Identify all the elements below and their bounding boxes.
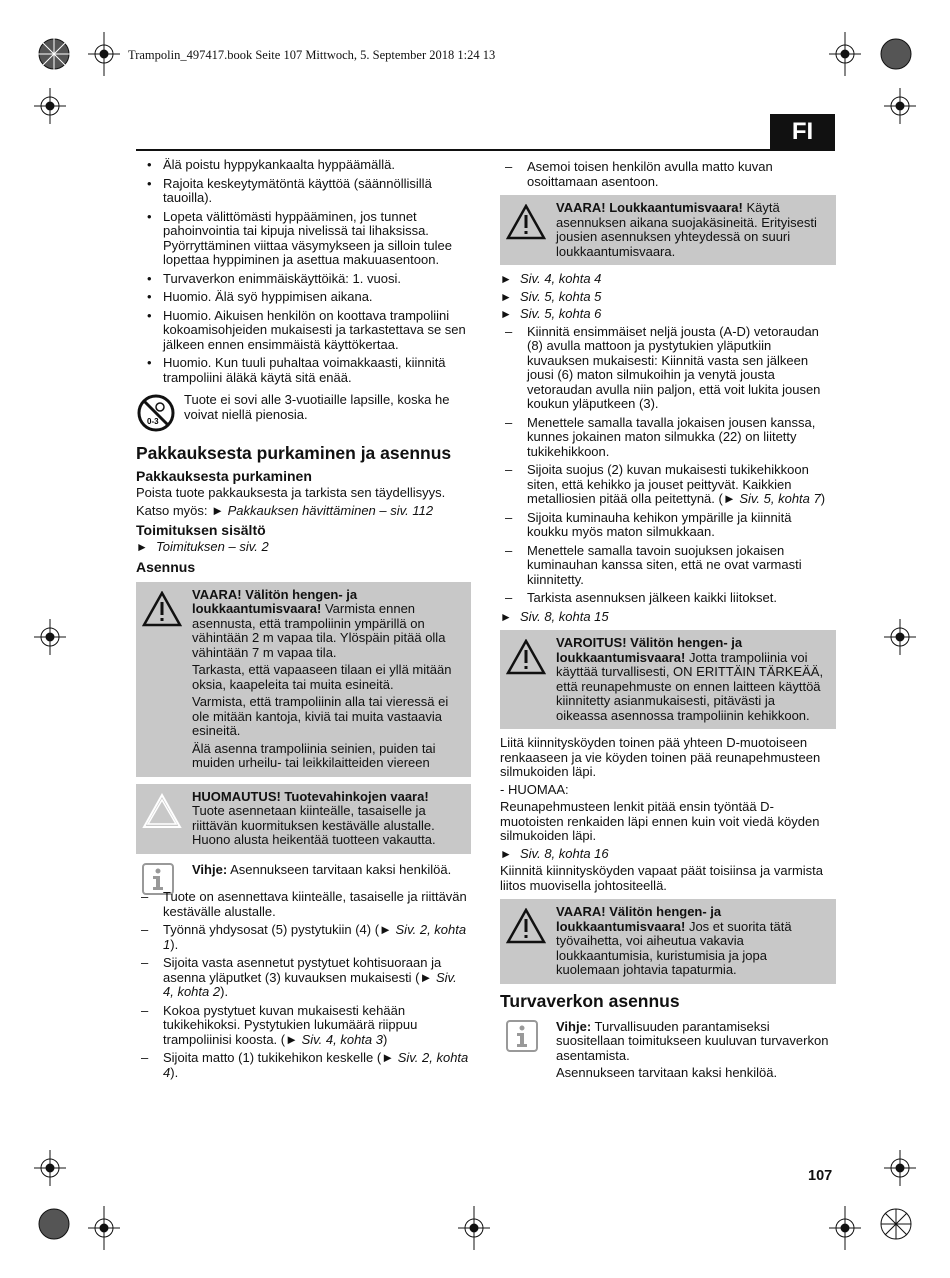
paragraph: Poista tuote pakkauksesta ja tarkista sen täydellisyys. — [136, 485, 446, 500]
reference-link[interactable]: ► Siv. 4, kohta 4 — [500, 272, 836, 287]
warning-triangle-icon — [506, 204, 546, 240]
list-item: – Sijoita kuminauha kehikon ympärille ja kiinnitä koukku myös maton silmukkaan. — [500, 511, 836, 540]
page-number: 107 — [808, 1168, 833, 1184]
list-item: – Menettele samalla tavoin suojuksen jokaisen kuminauhan kanssa siten, että ne ovat varmasti kiinnitetty. — [500, 544, 836, 588]
age-icon-label: 0-3 — [147, 417, 159, 426]
paragraph: Reunapehmusteen lenkit pitää ensin työntää D-muotoisten renkaiden läpi ennen kuin voit viedä köyden silmukoiden läpi. — [500, 799, 820, 843]
tip-box — [136, 861, 471, 883]
warning-triangle-icon — [506, 908, 546, 944]
language-tab: FI — [770, 114, 835, 150]
tip-text: Turvallisuuden parantamiseksi suositellaan toimitukseen kuuluvan turvaverkon asentamista. — [556, 1018, 829, 1063]
danger-text: Käytä asennuksen aikana suojakäsineitä. Erityisesti jousien asennuksen yhteydessä on suuri loukkaantumisvaara. — [556, 200, 817, 259]
warning-title: VAROITUS! Välitön hengen- ja loukkaantumisvaara! — [556, 635, 743, 665]
reference-link[interactable]: Siv. 4, kohta 2 — [163, 969, 457, 999]
warning-box — [500, 630, 836, 729]
list-item: • Huomio. Kun tuuli puhaltaa voimakkaasti, kiinnitä trampoliini äläkä käytä sitä enää. — [136, 356, 471, 385]
registration-crosshair-icon — [827, 1204, 863, 1252]
section-heading: Turvaverkon asennus — [500, 990, 680, 1011]
list-item: – Työnnä yhdysosat (5) pystytukiin (4) (► Siv. 2, kohta 1). — [136, 923, 471, 952]
see-also — [136, 504, 471, 519]
danger-text: Varmista, että trampoliinin alla tai vieressä ei ole mitään kantoja, kiviä tai muita vastaavia esineitä. — [192, 694, 449, 738]
header-rule — [136, 149, 835, 151]
registration-crosshair-icon — [882, 1148, 918, 1188]
tip-text: Asennukseen tarvitaan kaksi henkilöä. — [556, 1065, 778, 1080]
age-warning — [136, 393, 471, 433]
list-item: • Lopeta välittömästi hyppääminen, jos tunnet pahoinvointia tai kipuja nivelissä tai lihaksissa. Pyörryttäminen viittaa väsymykseen ja silloin tulee lopettaa hyppiminen ja asettua makuuasentoon. — [136, 210, 471, 268]
reference-link[interactable]: Siv. 2, kohta 1 — [163, 922, 467, 952]
subsection-heading: Toimituksen sisältö — [136, 522, 266, 538]
registration-mark-icon — [20, 30, 88, 78]
reference-link[interactable]: ► Toimituksen – siv. 2 — [136, 540, 471, 555]
danger-box — [500, 899, 836, 984]
danger-title: VAARA! Loukkaantumisvaara! — [556, 200, 743, 215]
right-column — [500, 160, 836, 1094]
list-item: • Rajoita keskeytymätöntä käyttöä (säännöllisillä tauoilla). — [136, 177, 471, 206]
age-warning-text: Tuote ei sovi alle 3-vuotiaille lapsille, koska he voivat niellä pienosia. — [184, 392, 450, 422]
caution-triangle-icon — [142, 793, 182, 829]
danger-text: Varmista ennen asennusta, että trampoliinin ympärillä on vähintään 2 m vapaa tila. Ylöspäin pitää olla vähintään 7 m vapaa tila. — [192, 601, 446, 660]
warning-text: Jotta trampoliinia voi käyttää turvallisesti, ON ERITTÄIN TÄRKEÄÄ, että reunapehmuste on ennen laitteen käyttöä kiinnitetty asianmukaisesti, pitävästi ja oikeassa asennossa trampoliinin kehikkoon. — [556, 649, 824, 723]
registration-crosshair-icon — [456, 1204, 492, 1252]
reference-link[interactable]: Siv. 2, kohta 4 — [163, 1050, 469, 1080]
list-item: – Sijoita vasta asennetut pystytuet kohtisuoraan ja asenna yläputket (3) kuvauksen mukaisesti (► Siv. 4, kohta 2). — [136, 956, 471, 1000]
danger-box — [136, 582, 471, 777]
list-item: – Menettele samalla tavalla jokaisen jousen kanssa, kunnes jokainen maton silmukka (22) on liitetty tukikehikkoon. — [500, 416, 836, 460]
registration-mark-icon — [862, 30, 930, 78]
registration-crosshair-icon — [32, 1148, 68, 1188]
notice-text: Tuote asennetaan kiinteälle, tasaiselle ja riittävän kuormituksen kestävälle alustalle. Huono alusta heikentää tuotteen vakautta. — [192, 803, 436, 847]
notice-title: HUOMAUTUS! Tuotevahinkojen vaara! — [192, 788, 429, 804]
registration-crosshair-icon — [882, 617, 918, 657]
registration-crosshair-icon — [86, 1204, 122, 1252]
registration-mark-icon — [20, 1200, 88, 1248]
paragraph: Liitä kiinnitysköyden toinen pää yhteen D-muotoiseen renkaaseen ja vie köyden toinen pää reunapehmusteen silmukoiden läpi. — [500, 735, 821, 779]
list-item: – Sijoita matto (1) tukikehikon keskelle (► Siv. 2, kohta 4). — [136, 1051, 471, 1080]
reference-link[interactable]: Siv. 5, kohta 7 — [739, 491, 821, 506]
warning-triangle-icon — [506, 639, 546, 675]
registration-crosshair-icon — [827, 30, 863, 78]
warning-triangle-icon — [142, 591, 182, 627]
paragraph: - HUOMAA: — [500, 781, 569, 797]
see-also-prefix: Katso myös: ► — [136, 502, 225, 518]
paragraph: Kiinnitä kiinnitysköyden vapaat päät toisiinsa ja varmista liitos muovisella johtositeellä. — [500, 863, 824, 893]
list-item: • Huomio. Aikuisen henkilön on koottava trampoliini kokoamisohjeiden mukaisesti ja tarkastettava se sen jälkeen ennen ensimmäistä käyttökertaa. — [136, 309, 471, 353]
subsection-heading: Asennus — [136, 558, 196, 575]
reference-link[interactable]: ► Siv. 5, kohta 6 — [500, 307, 836, 322]
section-heading: Pakkauksesta purkaminen ja asennus — [136, 443, 452, 463]
list-item: – Kokoa pystytuet kuvan mukaisesti kehään tukikehikoksi. Pystytukien lukumäärä riippuu trampoliinisi koosta. (► Siv. 4, kohta 3) — [136, 1004, 471, 1048]
list-item: • Älä poistu hyppykankaalta hyppäämällä. — [136, 158, 471, 173]
reference-link[interactable]: ► Siv. 8, kohta 16 — [500, 847, 836, 862]
tip-label: Vihje: — [192, 861, 228, 877]
tip-label: Vihje: — [556, 1018, 592, 1034]
reference-link[interactable]: ► Siv. 8, kohta 15 — [500, 610, 836, 625]
print-header-line: Trampolin_497417.book Seite 107 Mittwoch, 5. September 2018 1:24 13 — [128, 48, 496, 62]
reference-link[interactable]: Siv. 4, kohta 3 — [301, 1031, 383, 1047]
registration-crosshair-icon — [882, 86, 918, 126]
registration-crosshair-icon — [32, 86, 68, 126]
danger-text: Älä asenna trampoliinia seinien, puiden tai muiden urheilu- tai leikkilaitteiden viereen — [192, 740, 436, 770]
see-also-link[interactable]: Pakkauksen hävittäminen – siv. 112 — [227, 502, 434, 518]
reference-link[interactable]: ► Siv. 5, kohta 5 — [500, 290, 836, 305]
danger-text: Tarkasta, että vapaaseen tilaan ei yllä mitään oksia, kaapeleita tai muita esineitä. — [192, 662, 452, 692]
tip-box — [500, 1018, 836, 1086]
info-icon — [506, 1020, 538, 1052]
list-item: – Sijoita suojus (2) kuvan mukaisesti tukikehikkoon siten, että kehikko ja jouset peittyvät. Kaikkien metalliosien pitää olla peitettynä. (► Siv. 5, kohta 7) — [500, 463, 836, 507]
left-column — [136, 158, 471, 1084]
list-item: • Turvaverkon enimmäiskäyttöikä: 1. vuosi. — [136, 272, 471, 287]
danger-text: Jos et suorita tätä työvaihetta, voi aiheutua vakavia loukkaantumisia, kuristumisia ja jopa kuolemaan johtavia tapaturmia. — [556, 918, 792, 977]
registration-crosshair-icon — [86, 30, 122, 78]
notice-box — [136, 784, 471, 854]
list-item: – Tarkista asennuksen jälkeen kaikki liitokset. — [500, 591, 836, 606]
list-item: – Kiinnitä ensimmäiset neljä jousta (A-D) vetoraudan (8) avulla mattoon ja pystytukien yläputkiin kuvauksen mukaisesti: Kiinnitä vasta sen jälkeen jousi (6) maton silmukoihin ja venytä jousta vetoraudan avulla niin paljon, että voit lukita jousen koukun yläputkeen (3). — [500, 325, 836, 412]
registration-mark-icon — [862, 1200, 930, 1248]
danger-box — [500, 195, 836, 265]
list-item: – Asemoi toisen henkilön avulla matto kuvan osoittamaan asentoon. — [500, 160, 836, 189]
no-small-children-icon — [136, 393, 176, 433]
registration-crosshair-icon — [32, 617, 68, 657]
list-item: • Huomio. Älä syö hyppimisen aikana. — [136, 290, 471, 305]
danger-title: VAARA! Välitön hengen- ja loukkaantumisvaara! — [556, 904, 722, 934]
tip-text: Asennukseen tarvitaan kaksi henkilöä. — [227, 861, 452, 877]
list-item: – Tuote on asennettava kiinteälle, tasaiselle ja riittävän kestävälle alustalle. — [136, 890, 471, 919]
subsection-heading: Pakkauksesta purkaminen — [136, 468, 312, 484]
danger-title: VAARA! Välitön hengen- ja loukkaantumisvaara! — [192, 586, 358, 616]
